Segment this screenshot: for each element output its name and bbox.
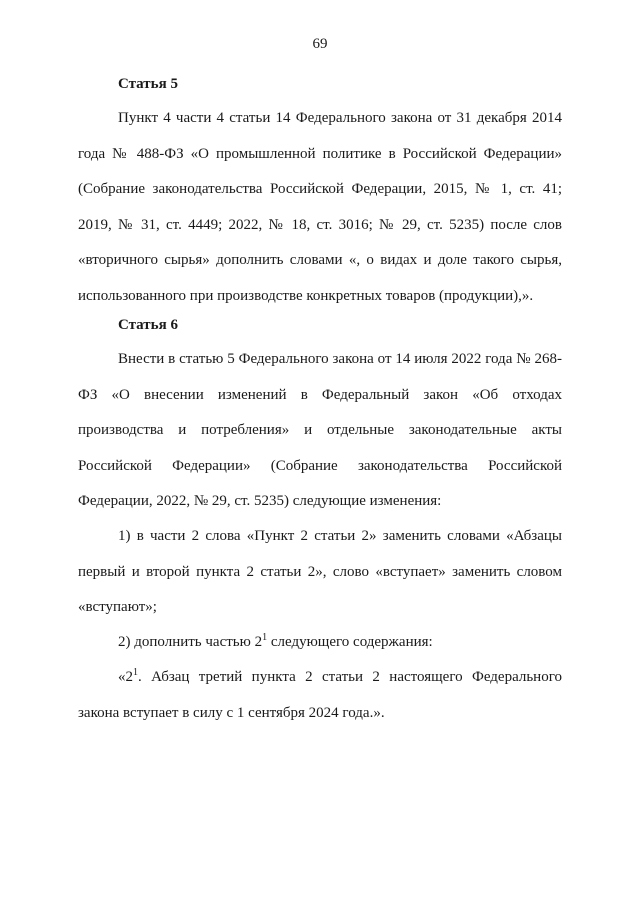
amendment-item-2-text-end: следующего содержания:	[267, 634, 433, 650]
article-5-heading: Статья 5	[118, 76, 178, 92]
article-6-heading: Статья 6	[118, 317, 178, 333]
amendment-item-2-text: 2) дополнить частью 2	[118, 634, 263, 650]
quoted-new-part	[78, 660, 562, 731]
quoted-new-part-start: «2	[118, 669, 133, 685]
article-5-text: Пункт 4 части 4 статьи 14 Федерального закона от 31 декабря 2014 года № 488-ФЗ «О промышленной политике в Российской Федерации» (Собрание законодательства Российской Федерации, 2015, № 1, ст. 41; 2019, № 31, ст. 4449; 2022, № 18, ст. 3016; № 29, ст. 5235) после слов «вторичного сырья» дополнить словами «, о видах и доле такого сырья, использованного при производстве конкретных товаров (продукции),».	[78, 110, 562, 304]
quoted-new-part-superscript: 1	[133, 667, 138, 678]
quoted-new-part-text: . Абзац третий пункта 2 статьи 2 настоящего Федерального закона вступает в силу с 1 сентября 2024 года.».	[78, 669, 562, 721]
amendment-item-1: 1) в части 2 слова «Пункт 2 статьи 2» заменить словами «Абзацы первый и второй пункта 2 статьи 2», слово «вступает» заменить словом «вступают»;	[78, 528, 562, 615]
amendment-item-2	[78, 625, 562, 661]
page-number: 69	[312, 36, 328, 52]
amendment-item-2-superscript: 1	[262, 632, 268, 643]
article-6-intro: Внести в статью 5 Федерального закона от 14 июля 2022 года № 268-ФЗ «О внесении изменений в Федеральный закон «Об отходах производства и потребления» и отдельные законодательные акты Российской Федерации» (Собрание законодательства Российской Федерации, 2022, № 29, ст. 5235) следующие изменения:	[78, 351, 562, 509]
